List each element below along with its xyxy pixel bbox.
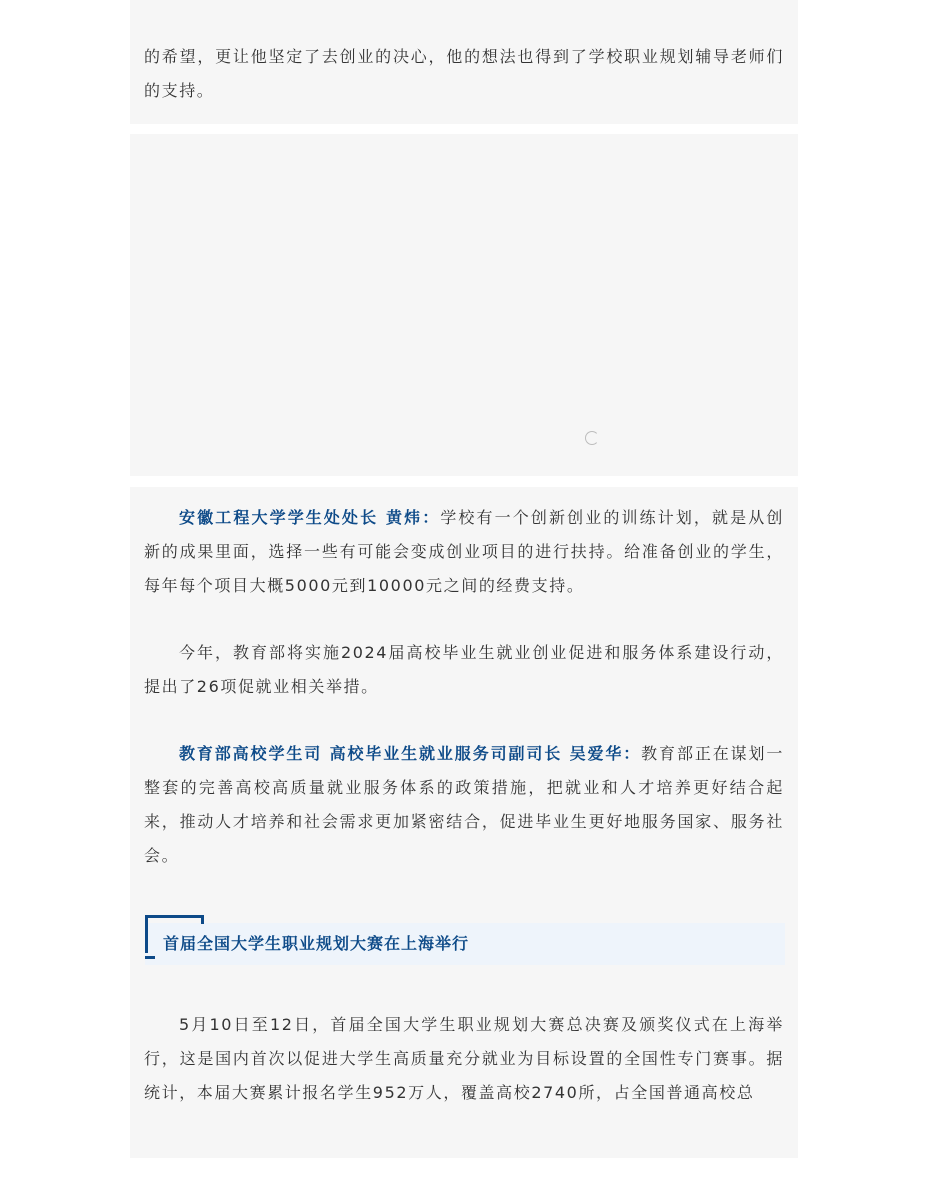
article-body (130, 487, 798, 1158)
speaker-label: 安徽工程大学学生处处长 黄炜： (179, 508, 441, 527)
section-heading-text: 首届全国大学生职业规划大赛在上海举行 (163, 934, 470, 953)
quote-paragraph-wu (130, 737, 798, 873)
policy-paragraph: 今年，教育部将实施2024届高校毕业生就业创业促进和服务体系建设行动，提出了26项促就业相关举措。 (144, 643, 784, 696)
spinner-icon (585, 431, 599, 445)
video-player[interactable] (130, 134, 798, 476)
quote-paragraph-huang (130, 501, 798, 603)
quote-text: 教育部正在谋划一整套的完善高校高质量就业服务体系的政策措施，把就业和人才培养更好结合起来，推动人才培养和社会需求更加紧密结合，促进毕业生更好地服务国家、服务社会。 (144, 744, 784, 865)
speaker-label: 教育部高校学生司 高校毕业生就业服务司副司长 吴爱华： (179, 744, 642, 763)
section-heading (145, 923, 785, 965)
intro-card (130, 0, 798, 124)
article-text-block (130, 501, 798, 873)
quote-text: 学校有一个创新创业的训练计划，就是从创新的成果里面，选择一些有可能会变成创业项目的进行扶持。给准备创业的学生，每年每个项目大概5000元到10000元之间的经费支持。 (144, 508, 784, 595)
intro-paragraph: 的希望，更让他坚定了去创业的决心，他的想法也得到了学校职业规划辅导老师们的支持。 (144, 47, 784, 100)
competition-paragraph: 5月10日至12日，首届全国大学生职业规划大赛总决赛及颁奖仪式在上海举行，这是国内首次以促进大学生高质量充分就业为目标设置的全国性专门赛事。据统计，本届大赛累计报名学生952万人，覆盖高校2740所，占全国普通高校总 (144, 1015, 784, 1102)
